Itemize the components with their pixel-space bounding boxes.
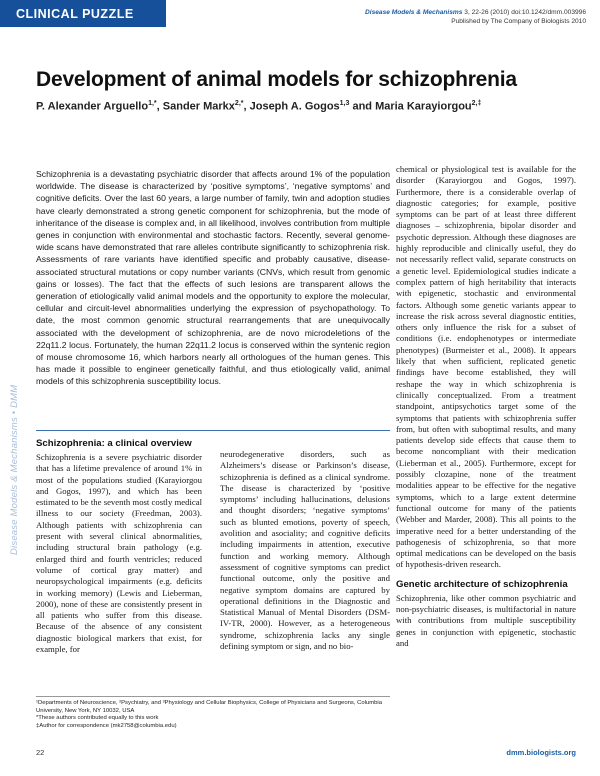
footnotes [36,696,390,730]
body-column-3 [396,164,576,649]
author-name[interactable]: Joseph A. Gogos [249,100,340,113]
body-paragraph: Schizophrenia is a severe psychiatric disorder that has a lifetime prevalence of around 1% in most of the populations studied (Karayiorgou and Gogos, 1997), and which has been estimated to be the seventh most costly medical illness to our society (Freedman, 2003). Although patients with schizophrenia can present with several clinical abnormalities, including structural brain pathology (e.g. enlarged third and fourth ventricles; reduced volume of cortical gray matter) and neuropsychological impairments (e.g. deficits in working memory) (Lewis and Lieberman, 2000), none of these are consistently present in all patients who suffer from this disease. Because of the absence of any consistent diagnostic biological markers that exist, for example, for [36,452,202,655]
footnote-correspondence: ‡Author for correspondence (mk2758@columbia.edu) [36,722,177,729]
author-affiliation-mark: 1,* [148,100,157,107]
footnote-equal-contribution: *These authors contributed equally to this work [36,715,159,722]
author-separator: , [243,100,250,113]
citation-line [365,8,586,17]
journal-url[interactable]: dmm.biologists.org [506,748,576,757]
footnote-affiliations: ¹Departments of Neuroscience, ²Psychiatry, and ³Physiology and Cellular Biophysics, College of Physicians and Surgeons, Columbia University, New York, NY 10032, USA [36,700,382,714]
author-name[interactable]: Sander Markx [162,100,235,113]
author-separator: and [349,100,376,113]
page-number: 22 [36,748,45,757]
author-separator: , [156,100,163,113]
abstract-divider [36,430,390,431]
abstract: Schizophrenia is a devastating psychiatric disorder that affects around 1% of the population worldwide. The disease is characterized by ‘positive symptoms’, ‘negative symptoms’ and cognitive deficits. Over the last 60 years, a large number of family, twin and adoption studies have clearly demonstrated a strong genetic component for schizophrenia, but the mode of inheritance of the disease is complex and, in all likelihood, involves contribution from multiple genes in conjunction with environmental and stochastic factors. Recently, several genome-wide scans have demonstrated that rare alleles contribute significantly to schizophrenia risk. Assessments of rare variants have identified specific and probably causative, disease-associated structural mutations or copy number variants (CNVs, which result from genomic gains or losses). The fact that the effects of such lesions are transparent allows the generation of etiologically valid animal models and the opportunity to explore the molecular, cellular and circuit-level abnormalities underlying the expression of psychopathology. To date, the most common genomic structural rearrangements that are unequivocally associated with the development of schizophrenia, are de novo microdeletions of the 22q11.2 locus. Fortunately, the human 22q11.2 locus is conserved within the syntenic region of mouse chromosome 16, which harbors nearly all orthologues of the human genes. This has made it possible to engineer genetically faithful, and thus etiologically valid, animal models of this schizophrenia susceptibility locus. [36,169,390,387]
citation: 3, 22-26 (2010) doi:10.1242/dmm.003996 [462,9,586,16]
section-tag: CLINICAL PUZZLE [0,0,166,27]
body-paragraph: neurodegenerative disorders, such as Alzheimers’s disease or Parkinson’s disease, schizophrenia is defined as a clinical syndrome. The disease is characterized by ‘positive symptoms’ including hallucinations, delusions and thought disorders; ‘negative symptoms’ such as blunted emotions, poverty of speech, avolition and asociality; and cognitive deficits including impairments in attention, executive function and working memory. Although assessment of cognitive symptoms can predict functional outcome, only the positive and negative symptom domains are captured by operational definitions in the Diagnostic and Statistical Manual of Mental Disorders (DSM-IV-TR, 2000). However, as a heterogeneous syndrome, schizophrenia lacks any single defining symptom or sign, and no bio- [220,449,390,652]
author-name[interactable]: P. Alexander Arguello [36,100,149,113]
journal-name: Disease Models & Mechanisms [364,9,463,16]
author-name[interactable]: Maria Karayiorgou [375,100,472,113]
body-column-1 [36,438,202,655]
author-list [36,100,481,113]
body-paragraph: Schizophrenia, like other common psychiatric and non-psychiatric diseases, is multifactorial in nature with contributions from multiple susceptibility genes in conjunction with epigenetic, stochastic and [396,592,576,648]
body-paragraph: chemical or physiological test is available for the disorder (Karayiorgou and Gogos, 1997). Furthermore, there is a considerable overlap of diagnostic categories; for example, positive symptoms can be part of at least three different diagnoses – schizophrenia, bipolar disorder and psychotic depression. Although these diagnoses are highly reproducible and clinically useful, they do not necessarily reflect valid, separate constructs on a genetic level. Epidemiological studies indicate a complex pattern of high heritability that interacts with epigenetic, stochastic and environmental factors. Although some genetic variants appear to increase the risk across several diagnostic entities, others only influence the risk for a subset of conditions (i.e. endophenotypes or intermediate phenotypes) (Burmeister et al., 2008). It appears likely that when sufficient, replicated genetic findings have become established, they will reshape the way in which schizophrenia is clinically conceptualized. From a treatment standpoint, antipsychotics target some of the symptoms that patients with schizophrenia suffer from, but often with suboptimal results, and many patients develop side effects that cause them to become noncompliant with their medication (Lieberman et al., 2005). Furthermore, except for possibly clozapine, none of the treatment modalities appear to be effective for the negative symptoms, which to a large extent determine functional outcome for many of the patients (Webber and Marder, 2008). This all points to the imperative need for a better understanding of the pathogenesis of schizophrenia, so that more optimal medications can be developed on the basis of hypothesis-driven research. [396,164,576,570]
journal-info [365,8,586,26]
body-column-2 [220,449,390,652]
section-heading: Genetic architecture of schizophrenia [396,578,568,590]
side-journal-text: Disease Models & Mechanisms • DMM [9,384,20,555]
article-title: Development of animal models for schizophrenia [36,68,517,91]
author-affiliation-mark: 2,* [234,100,244,107]
section-heading: Schizophrenia: a clinical overview [36,438,192,449]
publisher: Published by The Company of Biologists 2010 [451,18,586,25]
author-affiliation-mark: 2,‡ [471,100,482,107]
author-affiliation-mark: 1,3 [339,100,350,107]
